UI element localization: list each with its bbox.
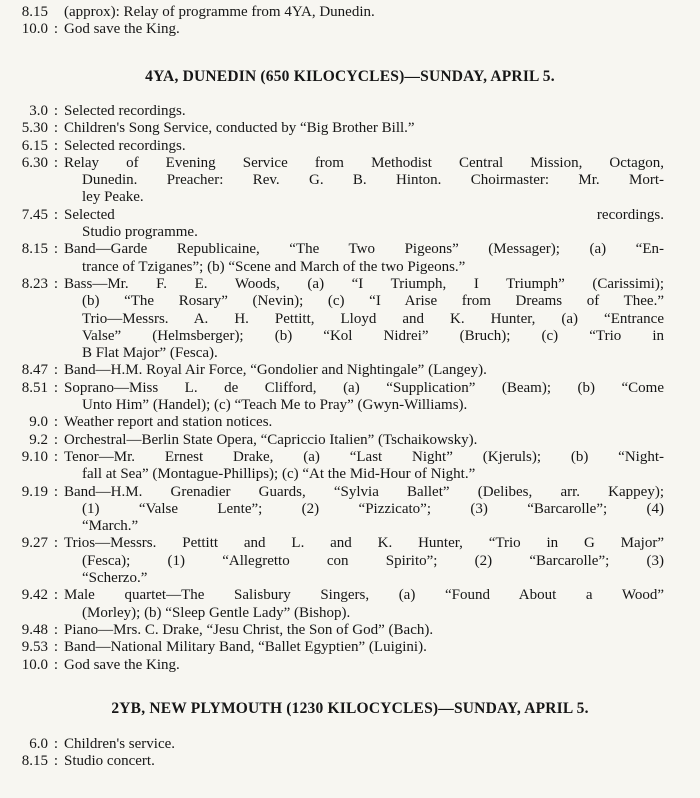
schedule-entry <box>0 753 700 770</box>
entry-time: 8.47 <box>21 362 48 379</box>
entry-separator: : <box>53 483 59 500</box>
entry-time: 6.30 <box>21 154 48 171</box>
entry-line: Band—H.M. Grenadier Guards, “Sylvia Ballet” (Delibes, arr. Kappey); <box>64 483 664 500</box>
entry-line: “March.” <box>82 518 139 535</box>
entry-description <box>64 432 664 449</box>
entry-description <box>64 449 664 484</box>
entry-separator: : <box>53 103 59 119</box>
entry-time: 8.15 <box>21 4 48 20</box>
entry-line: Bass—Mr. F. E. Woods, (a) “I Triumph, I Triumph” (Carissimi); <box>64 275 664 292</box>
entry-line: (Morley); (b) “Sleep Gentle Lady” (Bishop). <box>82 604 351 621</box>
entry-line: Piano—Mrs. C. Drake, “Jesu Christ, the Son of God” (Bach). <box>64 621 434 638</box>
schedule-entry <box>0 155 700 207</box>
entry-description <box>64 639 664 656</box>
entry-line: trance of Tziganes”; (b) “Scene and March of the two Pigeons.” <box>82 258 466 275</box>
entry-separator: : <box>53 275 59 292</box>
schedule-entry <box>0 587 700 622</box>
entry-line: (1) “Valse Lente”; (2) “Pizzicato”; (3) “Barcarolle”; (4) <box>82 500 664 517</box>
entry-time: 6.15 <box>21 137 48 154</box>
top-schedule <box>0 4 700 39</box>
entry-separator: : <box>53 535 59 552</box>
entry-description <box>64 736 664 753</box>
entry-line: Selected recordings. <box>64 137 186 154</box>
entry-time: 9.19 <box>21 483 48 500</box>
entry-line: (approx): Relay of programme from 4YA, Dunedin. <box>64 4 375 20</box>
entry-line: Orchestral—Berlin State Opera, “Capriccio Italien” (Tschaikowsky). <box>64 431 478 448</box>
entry-description <box>64 622 664 639</box>
entry-line: Weather report and station notices. <box>64 414 273 431</box>
schedule-4ya <box>0 103 700 674</box>
entry-separator: : <box>53 753 59 770</box>
entry-line: (b) “The Rosary” (Nevin); (c) “I Arise from Dreams of Thee.” <box>82 293 664 310</box>
entry-line: Male quartet—The Salisbury Singers, (a) “Found About a Wood” <box>64 587 664 604</box>
entry-line: Unto Him” (Handel); (c) “Teach Me to Pray” (Gwyn-Williams). <box>82 397 468 414</box>
schedule-entry <box>0 449 700 484</box>
schedule-entry <box>0 657 700 674</box>
entry-line: Dunedin. Preacher: Rev. G. B. Hinton. Choirmaster: Mr. Mort- <box>82 172 664 189</box>
entry-description <box>64 241 664 276</box>
schedule-entry <box>0 622 700 639</box>
entry-line: ley Peake. <box>82 189 144 206</box>
entry-time: 8.23 <box>21 275 48 292</box>
entry-description <box>64 535 664 587</box>
entry-time: 5.30 <box>21 120 48 137</box>
entry-description <box>64 362 664 379</box>
entry-line: (Fesca); (1) “Allegretto con Spirito”; (2) “Barcarolle”; (3) <box>82 552 664 569</box>
entry-description <box>64 414 664 431</box>
entry-line: Soprano—Miss L. de Clifford, (a) “Supplication” (Beam); (b) “Come <box>64 379 664 396</box>
entry-description <box>64 155 664 207</box>
entry-separator: : <box>53 736 59 752</box>
entry-separator: : <box>53 414 59 431</box>
entry-line: Children's service. <box>64 736 176 752</box>
entry-line: Studio programme. <box>82 224 198 241</box>
entry-line: Band—National Military Band, “Ballet Egyptien” (Luigini). <box>64 639 427 656</box>
entry-line: God save the King. <box>64 21 180 38</box>
schedule-2yb <box>0 736 700 771</box>
entry-line: Band—H.M. Royal Air Force, “Gondolier and Nightingale” (Langey). <box>64 362 487 379</box>
entry-separator: : <box>53 587 59 604</box>
schedule-entry <box>0 736 700 753</box>
entry-separator: : <box>53 206 59 223</box>
entry-line: Children's Song Service, conducted by “Big Brother Bill.” <box>64 120 415 137</box>
entry-time: 3.0 <box>29 103 48 119</box>
schedule-entry <box>0 432 700 449</box>
entry-line: Studio concert. <box>64 753 155 770</box>
entry-line: Valse” (Helmsberger); (b) “Kol Nidrei” (Bruch); (c) “Trio in <box>82 327 664 344</box>
entry-line: Selected recordings. <box>64 103 186 119</box>
entry-time: 8.15 <box>21 753 48 770</box>
entry-line: Tenor—Mr. Ernest Drake, (a) “Last Night” (Kjeruls); (b) “Night- <box>64 448 664 465</box>
schedule-entry <box>0 103 700 120</box>
entry-separator: : <box>53 362 59 379</box>
schedule-entry <box>0 535 700 587</box>
entry-description <box>64 103 664 120</box>
entry-line: Trio—Messrs. A. H. Pettitt, Lloyd and K. Hunter, (a) “Entrance <box>82 310 664 327</box>
entry-description <box>64 753 664 770</box>
entry-description <box>64 138 664 155</box>
entry-time: 10.0 <box>21 656 48 673</box>
schedule-entry <box>0 362 700 379</box>
entry-time: 9.27 <box>21 535 48 552</box>
entry-separator: : <box>53 639 59 656</box>
entry-separator: : <box>53 241 59 258</box>
entry-separator: : <box>53 21 59 38</box>
entry-description <box>64 4 664 21</box>
entry-separator: : <box>53 448 59 465</box>
entry-time: 9.2 <box>29 431 48 448</box>
schedule-entry <box>0 276 700 362</box>
schedule-entry <box>0 21 700 38</box>
schedule-entry <box>0 207 700 242</box>
entry-separator: : <box>53 154 59 171</box>
section-heading-2yb: 2YB, NEW PLYMOUTH (1230 KILOCYCLES)—SUNDAY, APRIL 5. <box>111 700 589 717</box>
schedule-entry <box>0 380 700 415</box>
entry-time: 9.53 <box>21 639 48 656</box>
entry-separator: : <box>53 137 59 154</box>
entry-description <box>64 587 664 622</box>
entry-time: 8.51 <box>21 379 48 396</box>
entry-description <box>64 276 664 362</box>
entry-description <box>64 120 664 137</box>
schedule-entry <box>0 4 700 21</box>
schedule-entry <box>0 484 700 536</box>
entry-description <box>64 207 664 242</box>
entry-time: 8.15 <box>21 241 48 258</box>
entry-time: 10.0 <box>21 21 48 38</box>
entry-separator: : <box>53 379 59 396</box>
entry-description <box>64 657 664 674</box>
schedule-entry <box>0 241 700 276</box>
entry-description <box>64 484 664 536</box>
schedule-entry <box>0 138 700 155</box>
entry-separator: : <box>53 120 59 137</box>
entry-separator: : <box>53 656 59 673</box>
schedule-entry <box>0 414 700 431</box>
entry-time: 7.45 <box>21 206 48 223</box>
section-heading-4ya: 4YA, DUNEDIN (650 KILOCYCLES)—SUNDAY, APRIL 5. <box>145 68 555 85</box>
entry-line: B Flat Major” (Fesca). <box>82 345 218 362</box>
entry-time: 6.0 <box>29 736 48 752</box>
entry-description <box>64 21 664 38</box>
entry-line: Band—Garde Republicaine, “The Two Pigeons” (Messager); (a) “En- <box>64 241 664 258</box>
entry-separator: : <box>53 431 59 448</box>
entry-time: 9.10 <box>21 448 48 465</box>
entry-time: 9.42 <box>21 587 48 604</box>
entry-line: God save the King. <box>64 656 180 673</box>
schedule-entry <box>0 120 700 137</box>
entry-separator: : <box>53 621 59 638</box>
entry-line: fall at Sea” (Montague-Phillips); (c) “At the Mid-Hour of Night.” <box>82 466 476 483</box>
entry-line: “Scherzo.” <box>82 570 148 587</box>
entry-line: Trios—Messrs. Pettitt and L. and K. Hunter, “Trio in G Major” <box>64 535 664 552</box>
entry-time: 9.48 <box>21 621 48 638</box>
entry-time: 9.0 <box>29 414 48 431</box>
entry-line: Selected recordings. <box>64 206 664 223</box>
entry-line: Relay of Evening Service from Methodist Central Mission, Octagon, <box>64 154 664 171</box>
schedule-entry <box>0 639 700 656</box>
entry-description <box>64 380 664 415</box>
